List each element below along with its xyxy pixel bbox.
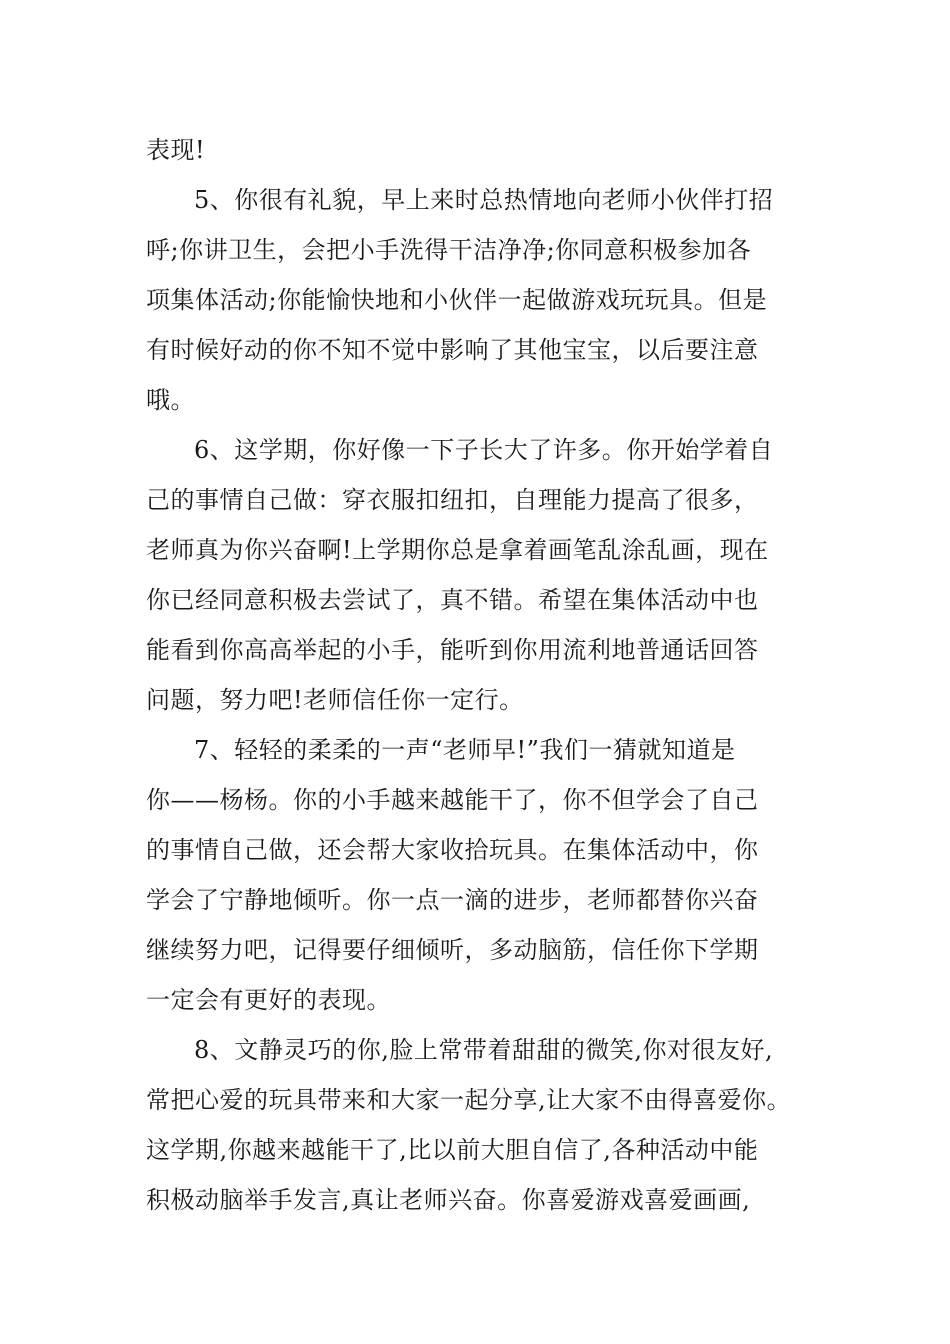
text-line: 继续努力吧，记得要仔细倾听，多动脑筋，信任你下学期 <box>146 936 759 964</box>
text-line: 的事情自己做，还会帮大家收拾玩具。在集体活动中，你 <box>146 836 759 864</box>
text-line: 这学期,你越来越能干了,比以前大胆自信了,各种活动中能 <box>146 1136 759 1164</box>
paragraph-7-start: 7、轻轻的柔柔的一声“老师早!”我们一猜就知道是 <box>194 736 736 764</box>
text-line: 表现! <box>146 136 206 164</box>
text-line: 常把心爱的玩具带来和大家一起分享,让大家不由得喜爱你。 <box>146 1086 792 1114</box>
paragraph-5-start: 5、你很有礼貌，早上来时总热情地向老师小伙伴打招 <box>194 186 774 214</box>
text-line: 呼;你讲卫生，会把小手洗得干洁净净;你同意积极参加各 <box>146 236 752 264</box>
text-line: 有时候好动的你不知不觉中影响了其他宝宝，以后要注意 <box>146 336 759 364</box>
text-line: 项集体活动;你能愉快地和小伙伴一起做游戏玩玩具。但是 <box>146 286 768 314</box>
text-line: 你已经同意积极去尝试了，真不错。希望在集体活动中也 <box>146 586 759 614</box>
text-line: 己的事情自己做：穿衣服扣纽扣，自理能力提高了很多， <box>146 486 759 514</box>
text-line: 哦。 <box>146 386 195 414</box>
text-line: 问题，努力吧!老师信任你一定行。 <box>146 686 524 714</box>
text-line: 能看到你高高举起的小手，能听到你用流利地普通话回答 <box>146 636 759 664</box>
text-line: 学会了宁静地倾听。你一点一滴的进步，老师都替你兴奋 <box>146 886 759 914</box>
paragraph-8-start: 8、文静灵巧的你,脸上常带着甜甜的微笑,你对很友好, <box>194 1036 774 1064</box>
text-line: 你——杨杨。你的小手越来越能干了，你不但学会了自己 <box>146 786 759 814</box>
text-line: 一定会有更好的表现。 <box>146 986 391 1014</box>
text-line: 积极动脑举手发言,真让老师兴奋。你喜爱游戏喜爱画画, <box>146 1186 751 1214</box>
text-line: 老师真为你兴奋啊!上学期你总是拿着画笔乱涂乱画，现在 <box>146 536 769 564</box>
paragraph-6-start: 6、这学期，你好像一下子长大了许多。你开始学着自 <box>194 436 774 464</box>
